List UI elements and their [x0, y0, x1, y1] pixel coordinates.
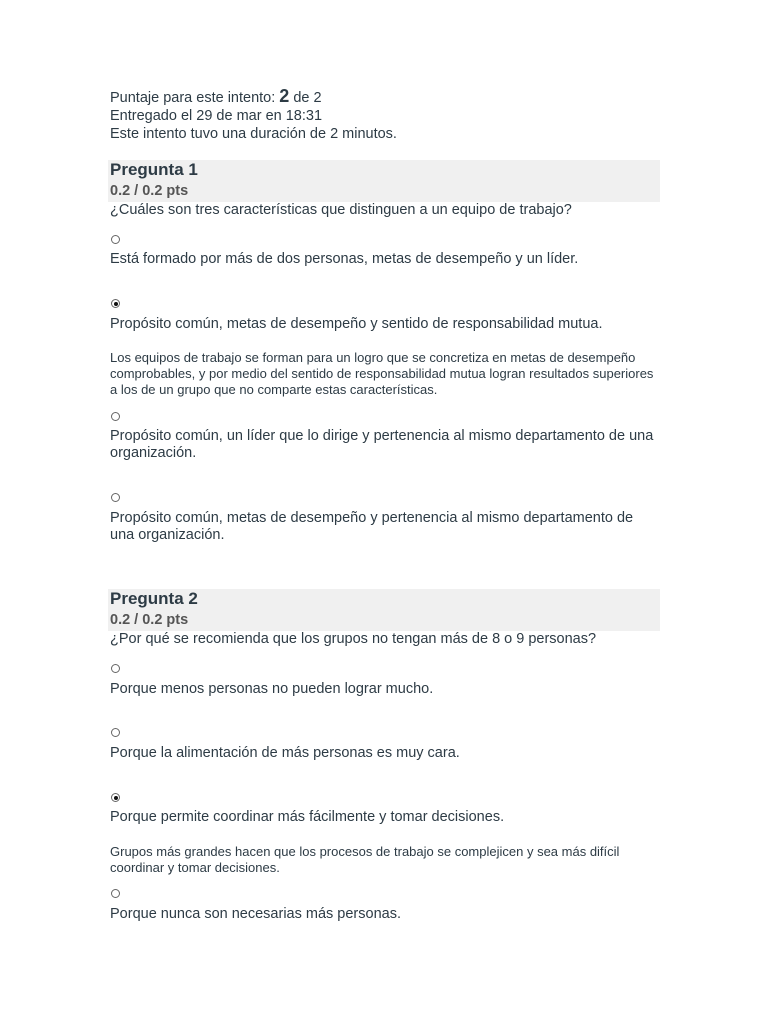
score-prefix: Puntaje para este intento: — [110, 90, 280, 106]
answer-2-4-radio[interactable] — [111, 889, 120, 898]
answer-1-3[interactable]: Propósito común, un líder que lo dirige y pertenencia al mismo departamento de una organización. — [110, 428, 654, 461]
answer-2-4[interactable]: Porque nunca son necesarias más personas. — [110, 906, 401, 922]
score-line — [110, 87, 397, 107]
answer-2-2-radio[interactable] — [111, 728, 120, 737]
attempt-duration: Este intento tuvo una duración de 2 minutos. — [110, 126, 397, 142]
question-2-points: 0.2 / 0.2 pts — [110, 612, 189, 628]
answer-1-1[interactable]: Está formado por más de dos personas, metas de desempeño y un líder. — [110, 251, 579, 267]
answer-2-1-radio[interactable] — [111, 664, 120, 673]
question-2-title: Pregunta 2 — [110, 589, 198, 608]
answer-2-3-comment: Grupos más grandes hacen que los procesos de trabajo se complejicen y sea más difícil coordinar y tomar decisiones. — [110, 844, 620, 875]
question-1-points: 0.2 / 0.2 pts — [110, 183, 189, 199]
attempt-summary — [110, 87, 397, 143]
question-2-header — [108, 589, 660, 631]
answer-2-1[interactable]: Porque menos personas no pueden lograr mucho. — [110, 681, 434, 697]
question-1-title: Pregunta 1 — [110, 160, 198, 179]
answer-1-2[interactable]: Propósito común, metas de desempeño y sentido de responsabilidad mutua. — [110, 316, 603, 332]
question-1-header — [108, 160, 660, 202]
answer-2-3-radio[interactable] — [111, 793, 120, 802]
score-value: 2 — [279, 86, 290, 106]
answer-1-2-radio[interactable] — [111, 299, 120, 308]
score-suffix: de 2 — [289, 90, 322, 106]
answer-1-3-radio[interactable] — [111, 412, 120, 421]
submitted-date: Entregado el 29 de mar en 18:31 — [110, 108, 323, 124]
answer-2-2[interactable]: Porque la alimentación de más personas es muy cara. — [110, 745, 460, 761]
answer-1-4-radio[interactable] — [111, 493, 120, 502]
answer-2-3[interactable]: Porque permite coordinar más fácilmente y tomar decisiones. — [110, 809, 505, 825]
question-2-text: ¿Por qué se recomienda que los grupos no tengan más de 8 o 9 personas? — [110, 631, 597, 647]
answer-1-2-comment: Los equipos de trabajo se forman para un logro que se concretiza en metas de desempeño comprobables, y por medio del sentido de responsabilidad mutua logran resultados superiores a los de un grupo que no comparte estas características. — [110, 350, 654, 397]
answer-1-1-radio[interactable] — [111, 235, 120, 244]
answer-1-4[interactable]: Propósito común, metas de desempeño y pertenencia al mismo departamento de una organización. — [110, 510, 634, 543]
question-1-text: ¿Cuáles son tres características que distinguen a un equipo de trabajo? — [110, 202, 572, 218]
